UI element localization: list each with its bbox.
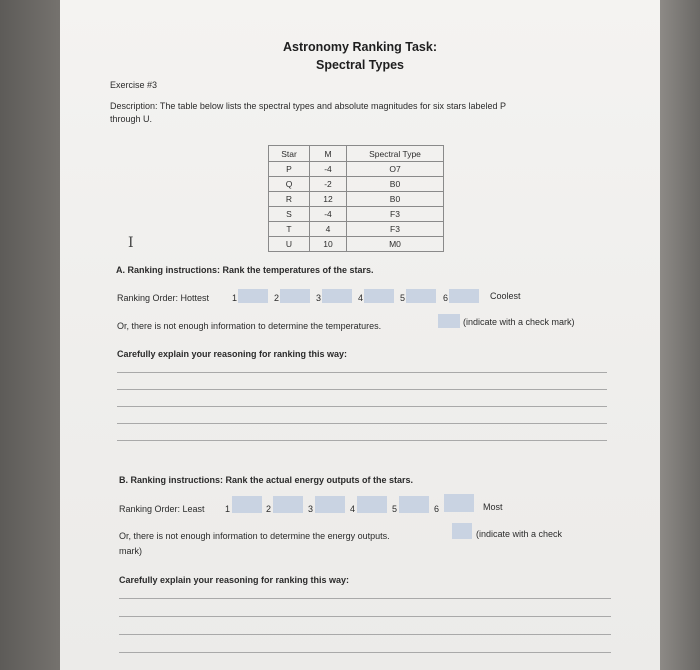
section-b-rank-box[interactable] [444, 494, 474, 512]
cell-spectral-type: F3 [347, 207, 444, 222]
section-a-answer-line[interactable] [117, 423, 607, 424]
desk-background-right [660, 0, 700, 670]
section-a-order-label: Ranking Order: Hottest [117, 293, 210, 303]
cell-star: U [269, 237, 310, 252]
section-a-slot-number: 3 [316, 293, 322, 303]
desk-background-left [0, 0, 60, 670]
text-cursor-icon: I [128, 235, 134, 251]
cell-spectral-type: M0 [347, 237, 444, 252]
table-row [269, 177, 444, 192]
section-b-slot-number: 2 [266, 504, 272, 514]
section-b-slot-number: 1 [225, 504, 231, 514]
section-a-end-label: Coolest [490, 291, 521, 301]
cell-spectral-type: O7 [347, 162, 444, 177]
section-b-rank-box[interactable] [399, 496, 429, 513]
cell-star: P [269, 162, 310, 177]
section-a-slot-number: 5 [400, 293, 406, 303]
star-data-table [268, 145, 444, 252]
section-a-slot-number: 6 [443, 293, 449, 303]
cell-star: S [269, 207, 310, 222]
worksheet-page [60, 0, 660, 670]
table-row [269, 207, 444, 222]
section-b-rank-box[interactable] [357, 496, 387, 513]
table-header-row [269, 146, 444, 162]
section-a-answer-line[interactable] [117, 440, 607, 441]
section-a-alt-text: Or, there is not enough information to determine the temperatures. [117, 321, 382, 331]
description-line1: Description: The table below lists the spectral types and absolute magnitudes for six stars labeled P [110, 101, 507, 111]
section-a-answer-line[interactable] [117, 372, 607, 373]
worksheet-title-line1: Astronomy Ranking Task: [283, 40, 437, 54]
section-a-slot-number: 4 [358, 293, 364, 303]
section-b-slot-number: 3 [308, 504, 314, 514]
cell-star: R [269, 192, 310, 207]
exercise-label: Exercise #3 [110, 80, 158, 90]
table-row [269, 162, 444, 177]
cell-magnitude: 10 [310, 237, 347, 252]
column-header-magnitude: M [310, 146, 347, 162]
section-b-rank-box[interactable] [273, 496, 303, 513]
cell-star: Q [269, 177, 310, 192]
cell-magnitude: -4 [310, 162, 347, 177]
cell-magnitude: -4 [310, 207, 347, 222]
section-b-alt-note-line1: (indicate with a check [476, 529, 563, 539]
section-b-rank-box[interactable] [315, 496, 345, 513]
section-a-rank-box[interactable] [364, 289, 394, 303]
table-row [269, 222, 444, 237]
section-a-explain-label: Carefully explain your reasoning for ranking this way: [117, 349, 348, 359]
cell-spectral-type: B0 [347, 192, 444, 207]
section-b-alt-note-line2: mark) [119, 546, 142, 556]
section-b-explain-label: Carefully explain your reasoning for ranking this way: [119, 575, 350, 585]
cell-magnitude: 12 [310, 192, 347, 207]
cell-star: T [269, 222, 310, 237]
section-a-rank-box[interactable] [406, 289, 436, 303]
section-a-slot-number: 2 [274, 293, 280, 303]
section-b-end-label: Most [483, 502, 503, 512]
section-a-answer-line[interactable] [117, 389, 607, 390]
section-b-answer-line[interactable] [119, 616, 611, 617]
section-b-rank-box[interactable] [232, 496, 262, 513]
section-b-answer-line[interactable] [119, 634, 611, 635]
cell-magnitude: 4 [310, 222, 347, 237]
section-a-rank-box[interactable] [322, 289, 352, 303]
column-header-star: Star [269, 146, 310, 162]
section-a-alt-note: (indicate with a check mark) [463, 317, 575, 327]
cell-spectral-type: B0 [347, 177, 444, 192]
section-a-instructions: A. Ranking instructions: Rank the temperatures of the stars. [116, 265, 374, 275]
section-b-instructions: B. Ranking instructions: Rank the actual energy outputs of the stars. [119, 475, 414, 485]
section-b-slot-number: 6 [434, 504, 440, 514]
section-b-slot-number: 4 [350, 504, 356, 514]
table-row [269, 192, 444, 207]
section-a-rank-box[interactable] [238, 289, 268, 303]
worksheet-title-line2: Spectral Types [315, 58, 404, 72]
column-header-spectral-type: Spectral Type [347, 146, 444, 162]
section-a-rank-box[interactable] [449, 289, 479, 303]
section-a-slot-number: 1 [232, 293, 238, 303]
section-b-answer-line[interactable] [119, 652, 611, 653]
table-row [269, 237, 444, 252]
section-a-answer-line[interactable] [117, 406, 607, 407]
section-a-rank-box[interactable] [280, 289, 310, 303]
section-b-order-label: Ranking Order: Least [119, 504, 205, 514]
section-b-check-box[interactable] [452, 523, 472, 539]
section-b-alt-text: Or, there is not enough information to determine the energy outputs. [119, 531, 390, 541]
description-line2: through U. [110, 114, 153, 124]
section-a-check-box[interactable] [438, 314, 460, 328]
cell-magnitude: -2 [310, 177, 347, 192]
section-b-slot-number: 5 [392, 504, 398, 514]
section-b-answer-line[interactable] [119, 598, 611, 599]
cell-spectral-type: F3 [347, 222, 444, 237]
